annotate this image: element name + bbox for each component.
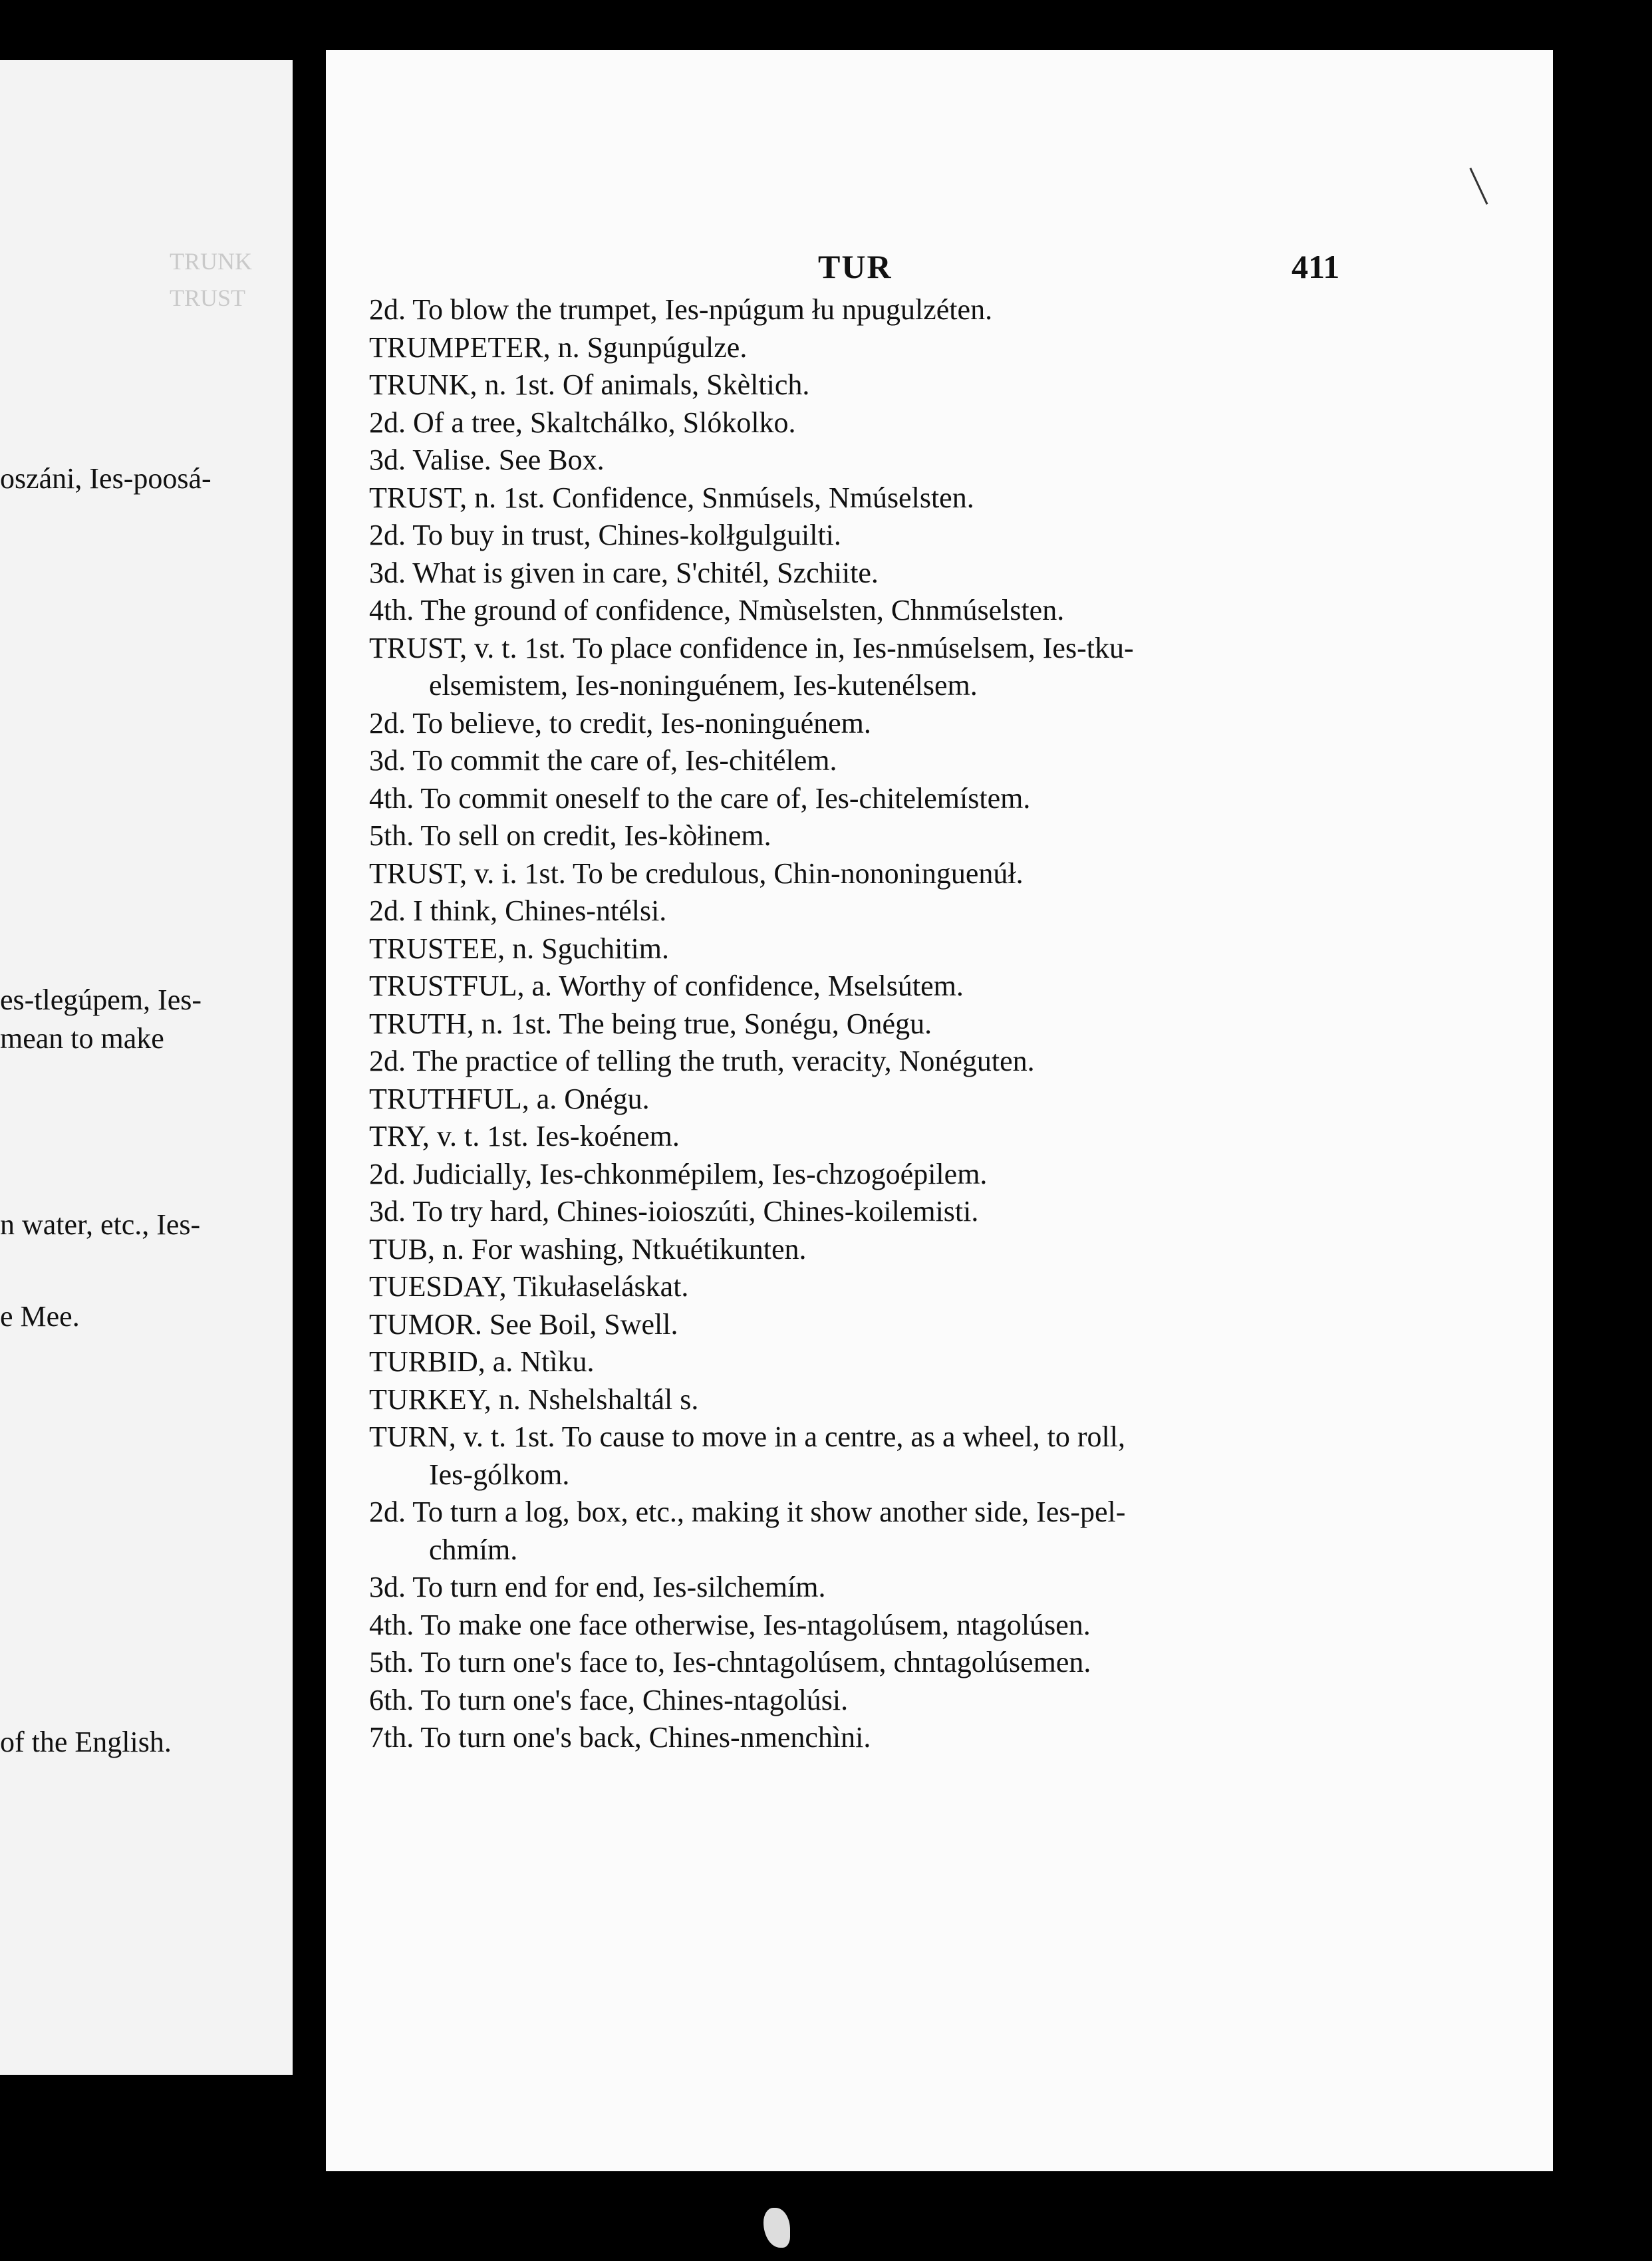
entry-headword-line: TRUNK, n. 1st. Of animals, Skèltich. (369, 368, 810, 401)
entry-sense-line: 3d. What is given in care, S'chitél, Szchiite. (369, 556, 879, 589)
entry-headword-line: TRUSTFUL, a. Worthy of confidence, Mselsútem. (369, 970, 964, 1002)
left-fragment: mean to make (0, 1022, 164, 1055)
entry-headword-line: TRUSTEE, n. Sguchitim. (369, 932, 669, 965)
entry-sense-line: 2d. Of a tree, Skaltchálko, Slókolko. (369, 406, 796, 439)
entry-headword-line: TRUST, v. i. 1st. To be credulous, Chin-nononinguenúł. (369, 857, 1024, 890)
entry-sense-line: 5th. To sell on credit, Ies-kòłinem. (369, 819, 771, 852)
entry-sense-line: 4th. To commit oneself to the care of, Ies-chitelemístem. (369, 781, 1031, 815)
entry-sense-line: 6th. To turn one's face, Chines-ntagolúsi. (369, 1683, 849, 1716)
entry-sense-line: 7th. To turn one's back, Chines-nmenchìni. (369, 1721, 871, 1754)
left-fragment: es-tlegúpem, Ies- (0, 984, 202, 1016)
book-gutter (293, 0, 326, 2261)
scan-smudge (763, 2208, 790, 2248)
entry-headword-line: TRY, v. t. 1st. Ies-koénem. (369, 1120, 680, 1152)
left-fragment: e Mee. (0, 1300, 80, 1333)
bleed-through-text: TRUST (170, 285, 246, 311)
entry-sense-line: 2d. To blow the trumpet, Ies-npúgum łu npugulzéten. (369, 293, 993, 326)
dictionary-entries (369, 291, 1327, 1757)
entry-sense-line: 3d. To turn end for end, Ies-silchemím. (369, 1571, 826, 1603)
entry-sense-line: 2d. To turn a log, box, etc., making it show another side, Ies-pel- (369, 1496, 1126, 1528)
entry-sense-line: 5th. To turn one's face to, Ies-chntagolúsem, chntagolúsemen. (369, 1646, 1091, 1678)
entry-sense-line: 2d. To believe, to credit, Ies-noninguénem. (369, 706, 871, 739)
entry-headword-line: TRUTHFUL, a. Onégu. (369, 1082, 650, 1115)
entry-sense-line: 4th. The ground of confidence, Nmùselsten, Chnmúselsten. (369, 594, 1065, 626)
entry-headword-line: TRUMPETER, n. Sgunpúgulze. (369, 331, 748, 364)
entry-continuation-line: chmím. (429, 1533, 518, 1566)
entry-headword-line: TUESDAY, Tikułaseláskat. (369, 1270, 689, 1303)
entry-sense-line: 4th. To make one face otherwise, Ies-ntagolúsem, ntagolúsen. (369, 1608, 1091, 1641)
entry-headword-line: TURN, v. t. 1st. To cause to move in a centre, as a wheel, to roll, (369, 1420, 1125, 1453)
entry-headword-line: TRUST, v. t. 1st. To place confidence in, Ies-nmúselsem, Ies-tku- (369, 631, 1134, 664)
bleed-through-text: TRUNK (170, 248, 252, 275)
left-fragment: of the English. (0, 1726, 172, 1758)
entry-headword-line: TRUTH, n. 1st. The being true, Sonégu, Onégu. (369, 1007, 932, 1040)
entry-sense-line: 3d. To commit the care of, Ies-chitélem. (369, 744, 837, 777)
entry-headword-line: TUB, n. For washing, Ntkuétikunten. (369, 1232, 807, 1265)
entry-sense-line: 2d. Judicially, Ies-chkonmépilem, Ies-chzogoépilem. (369, 1157, 988, 1190)
entry-sense-line: 2d. The practice of telling the truth, veracity, Nonéguten. (369, 1045, 1035, 1077)
entry-sense-line: 3d. To try hard, Chines-ioioszúti, Chines-koilemisti. (369, 1195, 979, 1228)
entry-headword-line: TURBID, a. Ntìku. (369, 1345, 595, 1378)
entry-headword-line: TURKEY, n. Nshelshaltál s. (369, 1383, 699, 1416)
running-head: TUR (818, 248, 893, 285)
entry-continuation-line: Ies-gólkom. (429, 1458, 570, 1491)
page-edge (1553, 50, 1652, 2171)
entry-headword-line: TRUST, n. 1st. Confidence, Snmúsels, Nmúselsten. (369, 481, 974, 514)
left-fragment: n water, etc., Ies- (0, 1208, 201, 1241)
page-number: 411 (1292, 248, 1340, 285)
left-fragment: oszáni, Ies-poosá- (0, 462, 211, 495)
entry-headword-line: TUMOR. See Boil, Swell. (369, 1307, 678, 1341)
entry-sense-line: 3d. Valise. See Box. (369, 444, 605, 476)
entry-continuation-line: elsemistem, Ies-noninguénem, Ies-kutenélsem. (429, 669, 978, 702)
left-facing-page (0, 60, 293, 2075)
entry-sense-line: 2d. To buy in trust, Chines-kolłgulguilti. (369, 519, 841, 551)
entry-sense-line: 2d. I think, Chines-ntélsi. (369, 894, 667, 927)
